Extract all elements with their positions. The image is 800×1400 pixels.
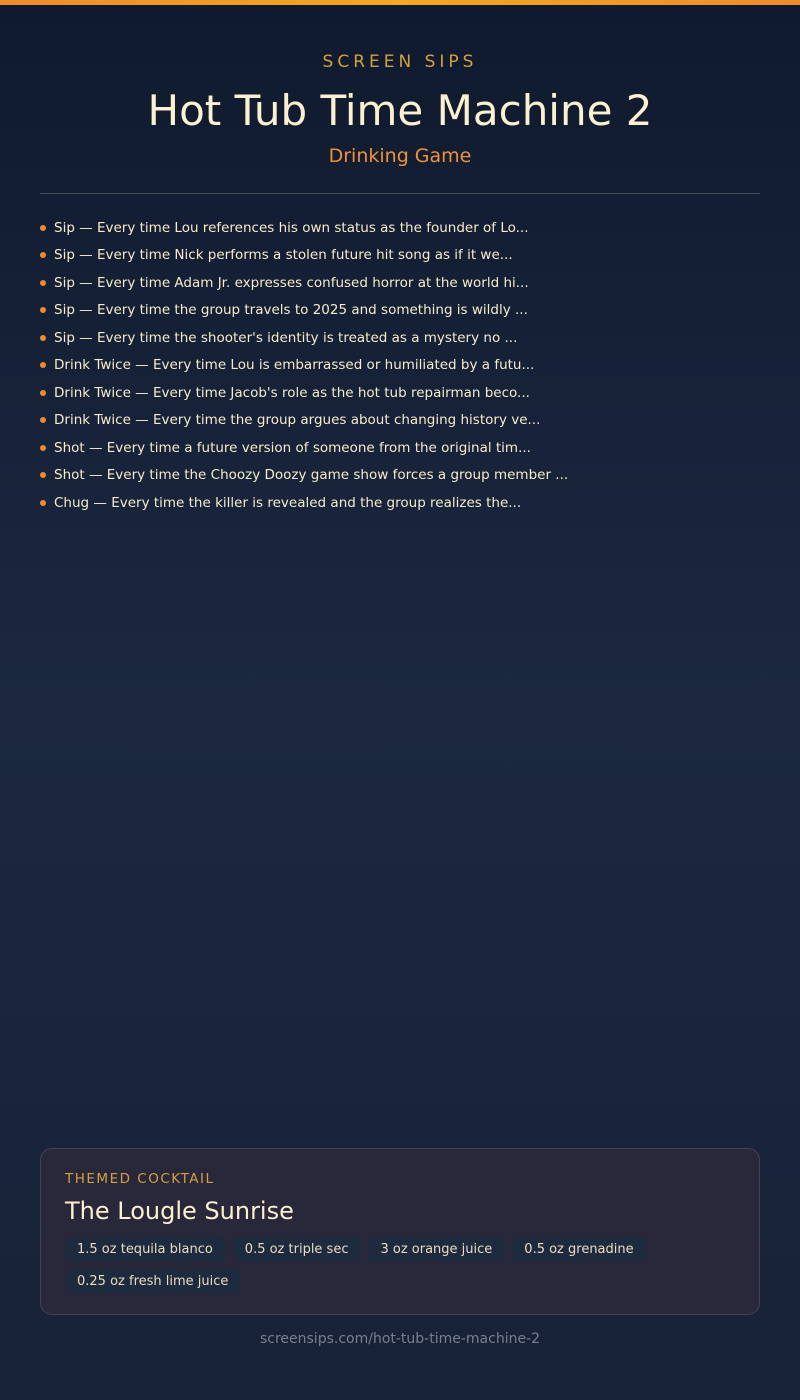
header-divider (40, 193, 760, 194)
rule-text: Sip — Every time Lou references his own status as the founder of Lo... (54, 219, 529, 236)
rule-item (40, 214, 760, 242)
rule-text: Sip — Every time Nick performs a stolen future hit song as if it we... (54, 247, 513, 264)
ingredient-chip: 0.5 oz grenadine (512, 1237, 645, 1262)
page-subtitle: Drinking Game (328, 145, 472, 167)
rule-text: Sip — Every time the shooter's identity is treated as a mystery no ... (54, 329, 518, 346)
bullet-icon (40, 500, 46, 506)
rule-item (40, 462, 760, 490)
rule-item (40, 407, 760, 435)
bullet-icon (40, 225, 46, 231)
rule-text: Shot — Every time a future version of someone from the original tim... (54, 439, 531, 456)
rule-text: Drink Twice — Every time Jacob's role as the hot tub repairman beco... (54, 384, 530, 401)
bullet-icon (40, 335, 46, 341)
bullet-icon (40, 445, 46, 451)
rule-item (40, 324, 760, 352)
rule-item (40, 379, 760, 407)
cocktail-card (40, 1148, 760, 1315)
ingredient-chip: 1.5 oz tequila blanco (65, 1237, 225, 1262)
bullet-icon (40, 252, 46, 258)
footer-url[interactable]: screensips.com/hot-tub-time-machine-2 (259, 1331, 541, 1347)
brand-label: SCREEN SIPS (322, 52, 478, 72)
rule-text: Chug — Every time the killer is revealed and the group realizes the... (54, 494, 522, 511)
rule-text: Sip — Every time Adam Jr. expresses confused horror at the world hi... (54, 274, 529, 291)
page-title: Hot Tub Time Machine 2 (147, 86, 653, 135)
rule-item (40, 352, 760, 380)
bullet-icon (40, 390, 46, 396)
cocktail-name: The Lougle Sunrise (65, 1197, 294, 1225)
rules-list (40, 214, 760, 517)
bullet-icon (40, 362, 46, 368)
rule-item (40, 269, 760, 297)
bullet-icon (40, 417, 46, 423)
bullet-icon (40, 472, 46, 478)
ingredient-chip: 0.5 oz triple sec (233, 1237, 361, 1262)
ingredient-list (65, 1237, 735, 1294)
rule-item (40, 242, 760, 270)
rule-item (40, 434, 760, 462)
rule-text: Drink Twice — Every time the group argues about changing history ve... (54, 412, 541, 429)
bullet-icon (40, 280, 46, 286)
ingredient-chip: 3 oz orange juice (368, 1237, 504, 1262)
rule-text: Drink Twice — Every time Lou is embarrassed or humiliated by a futu... (54, 357, 535, 374)
top-accent-bar (0, 0, 800, 5)
rule-text: Shot — Every time the Choozy Doozy game show forces a group member ... (54, 467, 569, 484)
ingredient-chip: 0.25 oz fresh lime juice (65, 1269, 240, 1294)
cocktail-label: THEMED COCKTAIL (65, 1171, 215, 1187)
rule-item (40, 297, 760, 325)
rule-text: Sip — Every time the group travels to 2025 and something is wildly ... (54, 302, 528, 319)
bullet-icon (40, 307, 46, 313)
rule-item (40, 489, 760, 517)
